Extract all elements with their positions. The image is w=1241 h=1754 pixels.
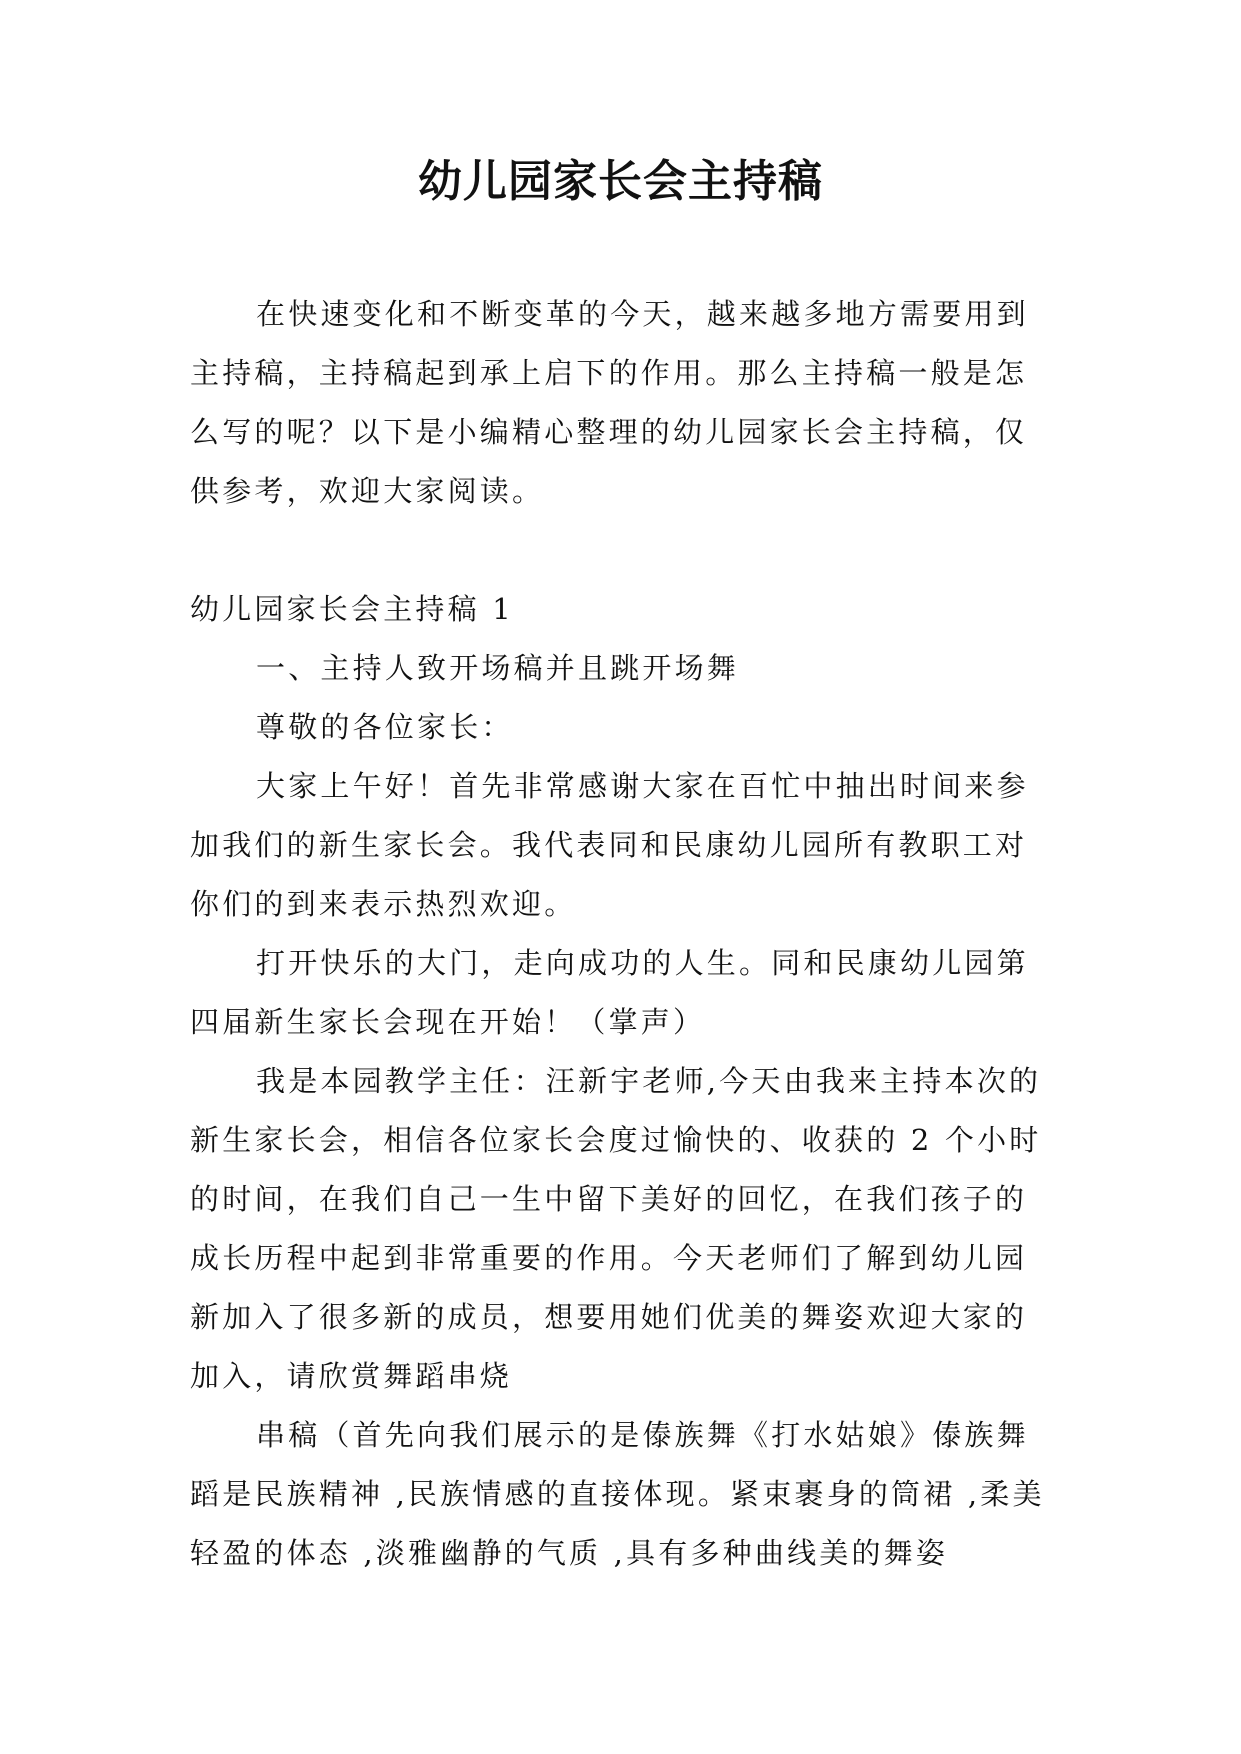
intro-paragraph: 在快速变化和不断变革的今天，越来越多地方需要用到主持稿，主持稿起到承上启下的作用。那么主持稿一般是怎么写的呢？以下是小编精心整理的幼儿园家长会主持稿，仅供参考，欢迎大家阅读。 xyxy=(190,297,1029,508)
document-title: 幼儿园家长会主持稿 xyxy=(418,156,823,207)
paragraph-welcome: 大家上午好！首先非常感谢大家在百忙中抽出时间来参加我们的新生家长会。我代表同和民康幼儿园所有教职工对你们的到来表示热烈欢迎。 xyxy=(190,769,1029,921)
paragraph-start: 打开快乐的大门，走向成功的人生。同和民康幼儿园第四届新生家长会现在开始！（掌声） xyxy=(190,946,1029,1039)
paragraph-dance-intro: 串稿（首先向我们展示的是傣族舞《打水姑娘》傣族舞蹈是民族精神 ,民族情感的直接体现。紧束裹身的筒裙 ,柔美轻盈的体态 ,淡雅幽静的气质 ,具有多种曲线美的舞姿 xyxy=(190,1418,1045,1570)
paragraph-greeting: 尊敬的各位家长： xyxy=(256,710,514,744)
section-heading: 幼儿园家长会主持稿 1 xyxy=(190,592,514,626)
paragraph-host-intro: 我是本园教学主任：汪新宇老师,今天由我来主持本次的新生家长会，相信各位家长会度过愉快的、收获的 2 个小时的时间，在我们自己一生中留下美好的回忆，在我们孩子的成长历程中起到非常重要的作用。今天老师们了解到幼儿园新加入了很多新的成员，想要用她们优美的舞姿欢迎大家的加入，请欣赏舞蹈串烧 xyxy=(190,1064,1042,1393)
paragraph-opening: 一、主持人致开场稿并且跳开场舞 xyxy=(256,651,740,685)
section-1 xyxy=(190,580,1050,1583)
